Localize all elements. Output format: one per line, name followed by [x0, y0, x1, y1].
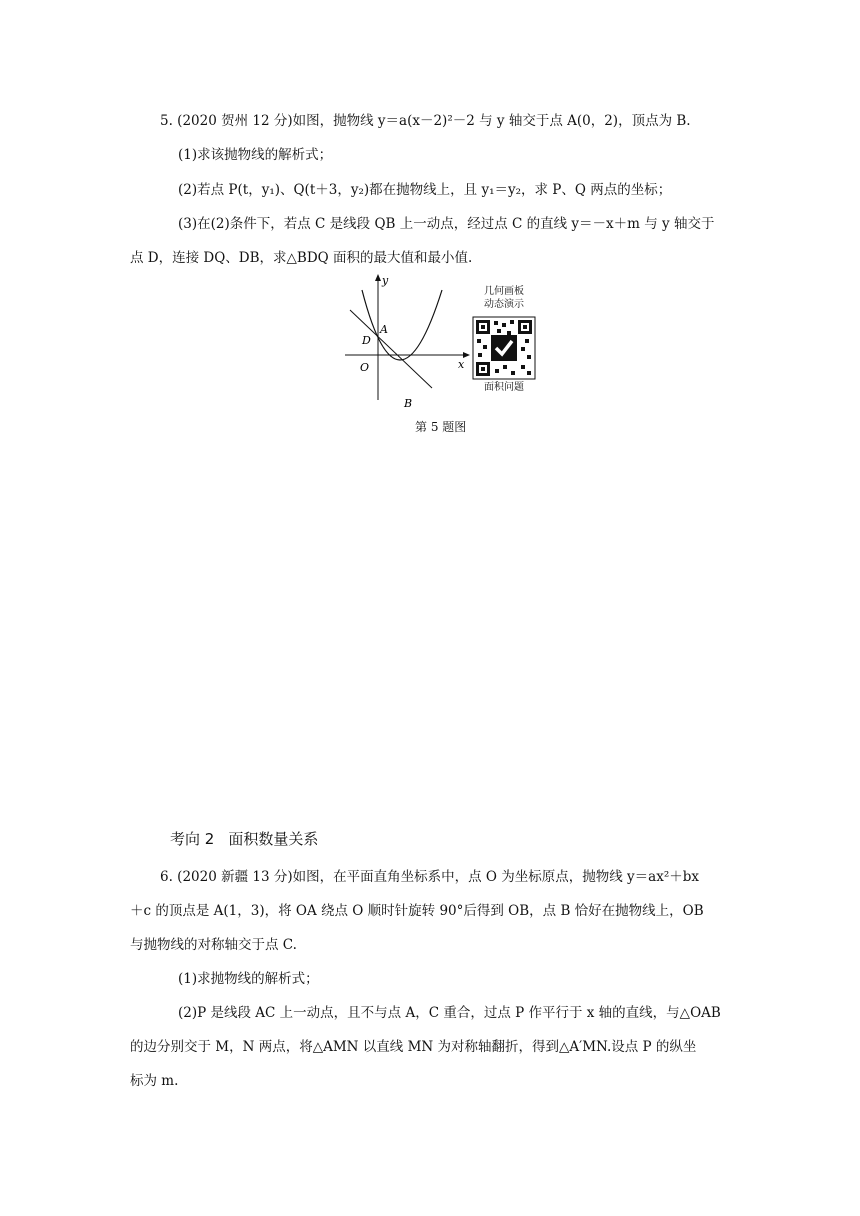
figure-caption: 第 5 题图 — [415, 420, 467, 434]
label-D: D — [362, 334, 371, 347]
problem6-line1: 6. (2020 新疆 13 分)如图，在平面直角坐标系中，点 O 为坐标原点，抛物线 y＝ax²＋bx — [160, 869, 700, 885]
label-O: O — [360, 361, 370, 374]
problem6-line2: ＋c 的顶点是 A(1，3)，将 OA 绕点 O 顺时针旋转 90°后得到 OB，点 B 恰好在抛物线上，OB — [130, 903, 704, 919]
section-heading — [170, 828, 318, 849]
section-number: 考向 2 — [170, 830, 215, 848]
qr-bottom-label: 面积问题 — [484, 382, 524, 393]
qr-top-line1: 几何画板 — [484, 286, 524, 297]
label-y: y — [382, 274, 389, 287]
problem5-line1: 5. (2020 贺州 12 分)如图，抛物线 y＝a(x－2)²－2 与 y 轴交于点 A(0，2)，顶点为 B. — [160, 113, 691, 129]
label-x: x — [458, 358, 465, 371]
problem5-question1: (1)求该抛物线的解析式； — [178, 147, 333, 163]
problem6-question2-line3: 标为 m. — [130, 1073, 179, 1089]
problem5-question2: (2)若点 P(t，y₁)、Q(t＋3，y₂)都在抛物线上，且 y₁＝y₂，求 P、Q 两点的坐标； — [178, 182, 672, 198]
problem6-question2-line2: 的边分别交于 M，N 两点，将△AMN 以直线 MN 为对称轴翻折，得到△A′MN.设点 P 的纵坐 — [130, 1039, 697, 1055]
section-title: 面积数量关系 — [228, 830, 319, 848]
problem5-question3-line1: (3)在(2)条件下，若点 C 是线段 QB 上一动点，经过点 C 的直线 y＝－x＋m 与 y 轴交于 — [178, 216, 715, 232]
problem6-line3: 与抛物线的对称轴交于点 C. — [130, 937, 297, 953]
problem6-question2-line1: (2)P 是线段 AC 上一动点，且不与点 A，C 重合，过点 P 作平行于 x 轴的直线，与△OAB — [178, 1005, 721, 1021]
label-B: B — [404, 397, 413, 410]
problem5-question3-line2: 点 D，连接 DQ、DB，求△BDQ 面积的最大值和最小值. — [130, 250, 473, 266]
problem6-question1: (1)求抛物线的解析式； — [178, 971, 319, 987]
y-axis-arrow — [375, 274, 381, 281]
problem5-figure — [340, 270, 540, 415]
line-y-neg-x-plus-m — [350, 310, 432, 388]
qr-code — [473, 317, 535, 379]
qr-top-line2: 动态演示 — [484, 299, 524, 310]
label-A: A — [380, 323, 388, 336]
parabola-curve — [362, 290, 442, 360]
